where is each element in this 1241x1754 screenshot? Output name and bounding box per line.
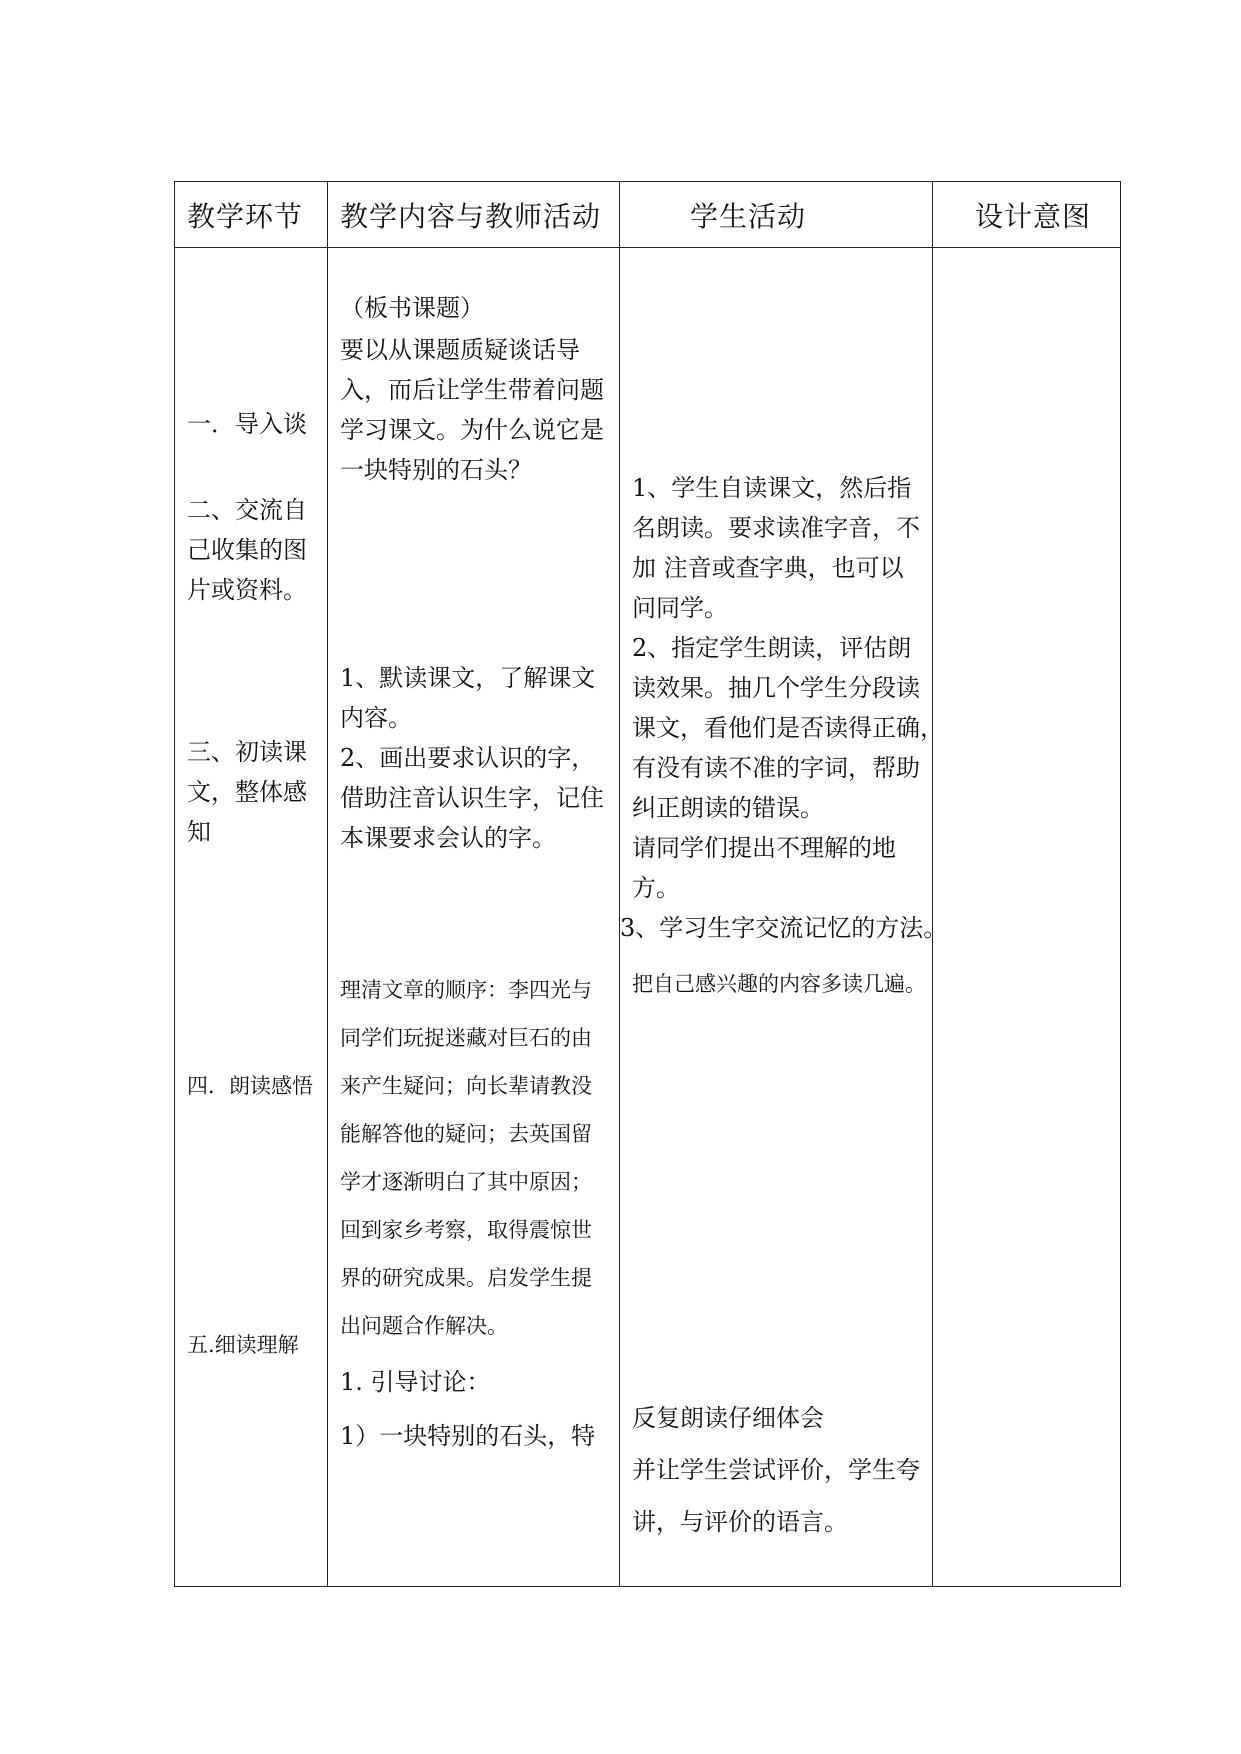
teacher-b2-l5: 本课要求会认的字。: [340, 824, 556, 852]
intent-column: [933, 248, 1121, 1587]
student-b1-l10: 请同学们提出不理解的地: [632, 834, 896, 862]
teacher-column: [328, 248, 620, 1587]
stage-5: 五.细读理解: [187, 1333, 299, 1357]
header-intent-label: 设计意图: [975, 199, 1092, 233]
teacher-b2-l2: 内容。: [340, 704, 412, 732]
stage-2-line-3: 片或资料。: [187, 576, 307, 604]
teacher-b3-l5: 学才逐渐明白了其中原因；: [340, 1170, 592, 1194]
teacher-b3-l3: 来产生疑问；向长辈请教没: [340, 1074, 592, 1098]
table-header-row: [175, 182, 1121, 248]
teacher-b1-l5: 一块特别的石头？: [340, 456, 532, 484]
teacher-b3-l8: 出问题合作解决。: [340, 1314, 508, 1338]
student-b1-l5: 2、指定学生朗读，评估朗: [632, 634, 912, 662]
student-b1-l7: 课文，看他们是否读得正确，: [632, 714, 944, 742]
student-b1-l9: 纠正朗读的错误。: [632, 794, 824, 822]
stage-column: [175, 248, 328, 1587]
teacher-b3-l7: 界的研究成果。启发学生提: [340, 1266, 592, 1290]
table-body-row: [175, 248, 1121, 1587]
header-teacher-label: 教学内容与教师活动: [340, 199, 602, 233]
stage-3-line-3: 知: [187, 818, 211, 846]
student-b3-l3: 讲，与评价的语言。: [632, 1508, 848, 1536]
student-b1-l2: 名朗读。要求读准字音，不: [632, 514, 920, 542]
student-b1-l12: 3、学习生字交流记忆的方法。: [620, 914, 948, 942]
teacher-b1-l2: 要以从课题质疑谈话导: [340, 336, 580, 364]
teacher-b1-l3: 入，而后让学生带着问题: [340, 376, 604, 404]
teacher-b2-l3: 2、画出要求认识的字，: [340, 744, 596, 772]
student-b1-l11: 方。: [632, 874, 680, 902]
header-student: [620, 182, 933, 248]
stage-3-line-2: 文，整体感: [187, 778, 307, 806]
teacher-b1-l1: （板书课题）: [340, 294, 484, 322]
stage-4: 四．朗读感悟: [187, 1074, 313, 1098]
teacher-b3-l1: 理清文章的顺序：李四光与: [340, 978, 592, 1002]
stage-3-line-1: 三、初读课: [187, 738, 307, 766]
teacher-b4-l1: 1. 引导讨论：: [340, 1368, 491, 1396]
student-column: [620, 248, 948, 1587]
student-b1-l6: 读效果。抽几个学生分段读: [632, 674, 920, 702]
header-teacher: [328, 182, 620, 248]
student-b2: 把自己感兴趣的内容多读几遍。: [632, 972, 926, 996]
stage-2-line-1: 二、交流自: [187, 496, 307, 524]
teacher-b4-l2: 1）一块特别的石头，特: [340, 1422, 596, 1450]
student-b3-l1: 反复朗读仔细体会: [632, 1404, 824, 1432]
stage-1: 一．导入谈: [187, 410, 307, 438]
teacher-b2-l4: 借助注音认识生字，记住: [340, 784, 604, 812]
lesson-plan-table: [174, 181, 1121, 1587]
header-stage-label: 教学环节: [187, 199, 304, 233]
teacher-b3-l4: 能解答他的疑问；去英国留: [340, 1122, 592, 1146]
teacher-b3-l2: 同学们玩捉迷藏对巨石的由: [340, 1026, 592, 1050]
teacher-b1-l4: 学习课文。为什么说它是: [340, 416, 604, 444]
teacher-b2-l1: 1、默读课文，了解课文: [340, 664, 596, 692]
student-b3-l2: 并让学生尝试评价，学生夸: [632, 1456, 920, 1484]
student-b1-l1: 1、学生自读课文，然后指: [632, 474, 912, 502]
student-b1-l4: 问同学。: [632, 594, 728, 622]
header-student-label: 学生活动: [690, 199, 807, 233]
stage-2-line-2: 己收集的图: [187, 536, 307, 564]
header-stage: [175, 182, 328, 248]
teacher-b3-l6: 回到家乡考察，取得震惊世: [340, 1218, 592, 1242]
header-intent: [933, 182, 1121, 248]
student-b1-l8: 有没有读不准的字词，帮助: [632, 754, 920, 782]
student-b1-l3: 加 注音或查字典，也可以: [632, 554, 904, 582]
